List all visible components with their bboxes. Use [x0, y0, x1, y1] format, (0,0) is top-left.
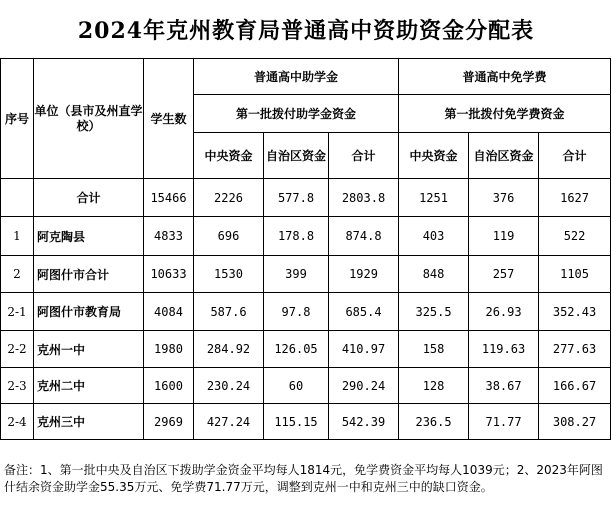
header-group-b-sub: 第一批拨付免学费资金	[399, 95, 611, 133]
cell-b-central: 1251	[399, 179, 469, 217]
header-a-region: 自治区资金	[264, 133, 329, 179]
header-group-b: 普通高中免学费	[399, 59, 611, 95]
cell-b-region: 26.93	[469, 293, 539, 331]
cell-a-region: 399	[264, 256, 329, 293]
cell-unit: 阿图什市教育局	[34, 293, 144, 331]
cell-b-region: 38.67	[469, 368, 539, 404]
cell-unit: 克州一中	[34, 331, 144, 368]
cell-students: 4084	[144, 293, 194, 331]
cell-students: 1600	[144, 368, 194, 404]
header-students: 学生数	[144, 59, 194, 179]
cell-a-total: 1929	[329, 256, 399, 293]
cell-a-region: 178.8	[264, 217, 329, 256]
cell-b-total: 352.43	[539, 293, 611, 331]
cell-seq: 2-3	[1, 368, 34, 404]
table-row	[1, 331, 611, 368]
footnote: 备注：1、第一批中央及自治区下拨助学金资金平均每人1814元，免学费资金平均每人1039元；2、2023年阿图什结余资金助学金55.35万元、免学费71.77万元，调整到克州一中和克州三中的缺口资金。	[4, 463, 603, 494]
cell-a-region: 115.15	[264, 404, 329, 440]
cell-seq: 2-4	[1, 404, 34, 440]
header-seq: 序号	[1, 59, 34, 179]
cell-a-central: 1530	[194, 256, 264, 293]
cell-b-region: 119	[469, 217, 539, 256]
cell-seq: 2	[1, 256, 34, 293]
cell-b-region: 376	[469, 179, 539, 217]
header-a-total: 合计	[329, 133, 399, 179]
cell-unit: 克州二中	[34, 368, 144, 404]
cell-seq	[1, 179, 34, 217]
cell-students: 4833	[144, 217, 194, 256]
cell-a-total: 685.4	[329, 293, 399, 331]
cell-a-central: 587.6	[194, 293, 264, 331]
table-row	[1, 256, 611, 293]
cell-b-central: 236.5	[399, 404, 469, 440]
header-b-central: 中央资金	[399, 133, 469, 179]
cell-b-central: 403	[399, 217, 469, 256]
table-row	[1, 293, 611, 331]
cell-b-total: 308.27	[539, 404, 611, 440]
cell-a-region: 126.05	[264, 331, 329, 368]
cell-b-total: 1105	[539, 256, 611, 293]
cell-a-total: 874.8	[329, 217, 399, 256]
header-b-region: 自治区资金	[469, 133, 539, 179]
cell-a-total: 290.24	[329, 368, 399, 404]
cell-b-region: 119.63	[469, 331, 539, 368]
header-b-total: 合计	[539, 133, 611, 179]
cell-b-central: 128	[399, 368, 469, 404]
cell-a-central: 427.24	[194, 404, 264, 440]
header-unit: 单位（县市及州直学校）	[34, 59, 144, 179]
cell-b-central: 848	[399, 256, 469, 293]
cell-a-total: 410.97	[329, 331, 399, 368]
cell-seq: 2-2	[1, 331, 34, 368]
cell-b-central: 158	[399, 331, 469, 368]
cell-seq: 1	[1, 217, 34, 256]
header-group-a-sub: 第一批拨付助学金资金	[194, 95, 399, 133]
cell-a-region: 97.8	[264, 293, 329, 331]
table-row	[1, 179, 611, 217]
header-a-central: 中央资金	[194, 133, 264, 179]
funding-table	[0, 58, 611, 440]
cell-a-region: 577.8	[264, 179, 329, 217]
header-group-a: 普通高中助学金	[194, 59, 399, 95]
cell-a-total: 2803.8	[329, 179, 399, 217]
cell-unit: 阿图什市合计	[34, 256, 144, 293]
cell-a-central: 2226	[194, 179, 264, 217]
cell-unit: 合计	[34, 179, 144, 217]
table-row	[1, 368, 611, 404]
cell-a-central: 230.24	[194, 368, 264, 404]
cell-a-central: 284.92	[194, 331, 264, 368]
cell-b-region: 257	[469, 256, 539, 293]
cell-b-total: 166.67	[539, 368, 611, 404]
table-row	[1, 217, 611, 256]
cell-a-total: 542.39	[329, 404, 399, 440]
cell-seq: 2-1	[1, 293, 34, 331]
table-row	[1, 404, 611, 440]
cell-students: 15466	[144, 179, 194, 217]
document-title: 2024年克州教育局普通高中资助资金分配表	[77, 17, 535, 44]
cell-unit: 阿克陶县	[34, 217, 144, 256]
cell-b-total: 277.63	[539, 331, 611, 368]
cell-a-central: 696	[194, 217, 264, 256]
cell-b-total: 1627	[539, 179, 611, 217]
cell-unit: 克州三中	[34, 404, 144, 440]
cell-students: 2969	[144, 404, 194, 440]
cell-b-region: 71.77	[469, 404, 539, 440]
cell-a-region: 60	[264, 368, 329, 404]
cell-students: 1980	[144, 331, 194, 368]
cell-students: 10633	[144, 256, 194, 293]
cell-b-central: 325.5	[399, 293, 469, 331]
cell-b-total: 522	[539, 217, 611, 256]
